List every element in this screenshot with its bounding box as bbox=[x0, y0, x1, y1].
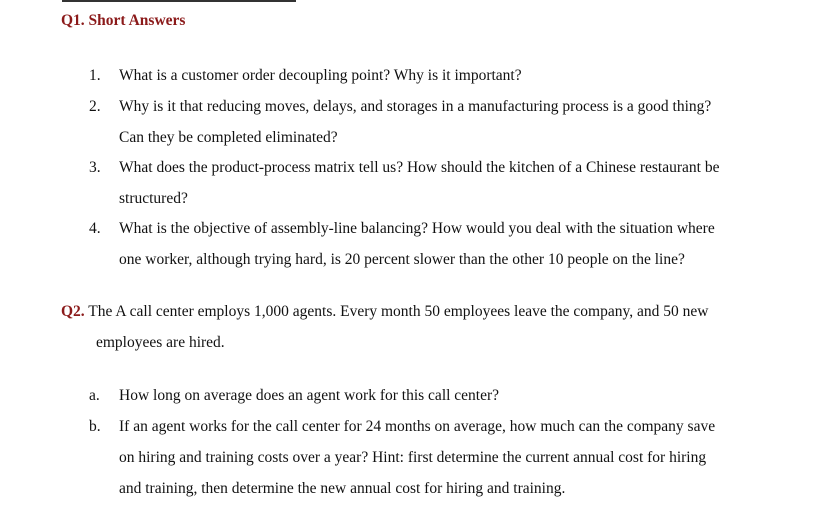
q1-item-4-number: 4. bbox=[89, 220, 101, 237]
q1-item-2-line-2: Can they be completed eliminated? bbox=[119, 129, 338, 146]
q1-item-3-line-1: What does the product-process matrix tell us? How should the kitchen of a Chinese restaurant be bbox=[119, 159, 720, 176]
q2-item-b-letter: b. bbox=[89, 418, 101, 435]
top-rule bbox=[62, 0, 296, 2]
q1-item-2 bbox=[0, 97, 821, 157]
q2-item-a-line-1: How long on average does an agent work for this call center? bbox=[119, 387, 500, 404]
q2-item-b-line-1: If an agent works for the call center for 24 months on average, how much can the company save bbox=[119, 418, 716, 435]
q2-label: Q2. bbox=[61, 303, 85, 320]
q2-text-line-2: employees are hired. bbox=[96, 334, 225, 351]
q1-item-4-line-2: one worker, although trying hard, is 20 percent slower than the other 10 people on the line? bbox=[119, 251, 685, 268]
q1-item-1-line-1: What is a customer order decoupling point? Why is it important? bbox=[119, 67, 522, 84]
q2-item-a-letter: a. bbox=[89, 387, 100, 404]
q1-item-2-line-1: Why is it that reducing moves, delays, and storages in a manufacturing process is a good thing? bbox=[119, 98, 712, 115]
q1-item-3-line-2: structured? bbox=[119, 190, 188, 207]
q1-item-2-number: 2. bbox=[89, 98, 101, 115]
q2-question bbox=[61, 302, 708, 322]
q1-item-3 bbox=[0, 158, 821, 218]
q1-item-4 bbox=[0, 219, 821, 279]
q1-item-4-line-1: What is the objective of assembly-line balancing? How would you deal with the situation where bbox=[119, 220, 715, 237]
q1-heading: Q1. Short Answers bbox=[61, 12, 186, 29]
q2-item-b-line-3: and training, then determine the new annual cost for hiring and training. bbox=[119, 480, 566, 497]
q1-item-3-number: 3. bbox=[89, 159, 101, 176]
q2-text-line-1: The A call center employs 1,000 agents. Every month 50 employees leave the company, and 50 new bbox=[88, 303, 709, 320]
q2-item-b-line-2: on hiring and training costs over a year? Hint: first determine the current annual cost for hiring bbox=[119, 449, 707, 466]
q1-item-1-number: 1. bbox=[89, 67, 101, 84]
q2-item-b bbox=[0, 417, 821, 507]
